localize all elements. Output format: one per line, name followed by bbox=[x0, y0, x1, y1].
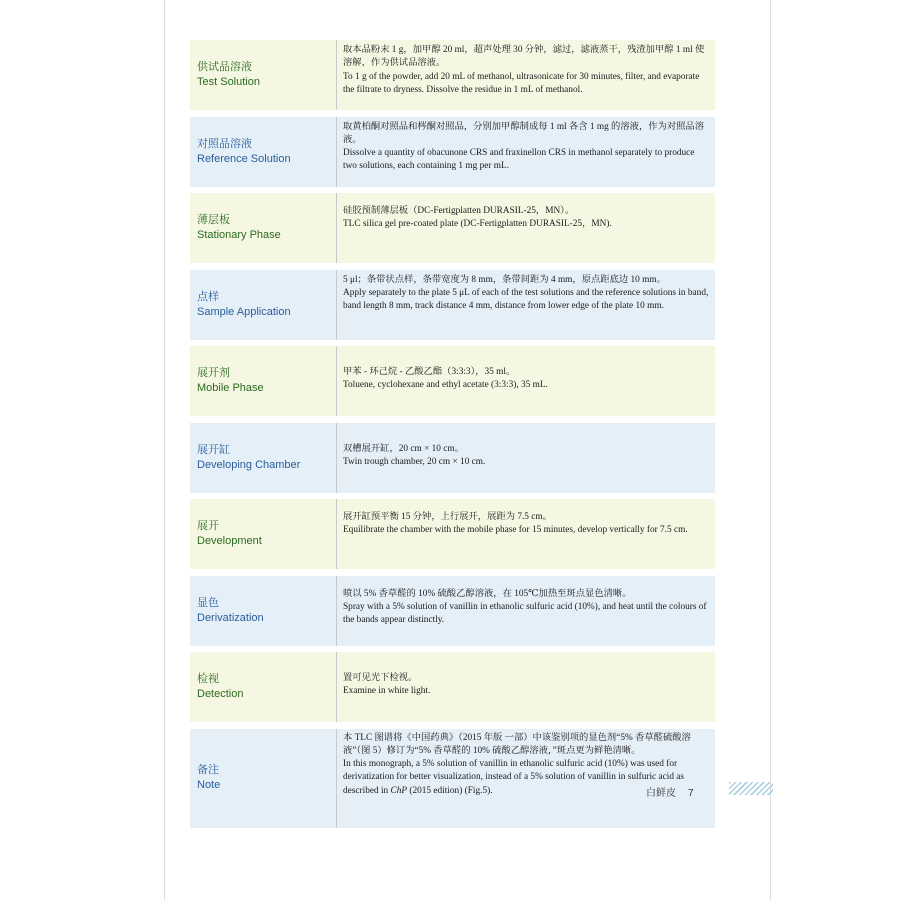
content-cell bbox=[337, 652, 715, 722]
content-cell bbox=[337, 729, 715, 828]
row-note bbox=[190, 729, 715, 828]
content-zh: 5 μl；条带状点样，条带宽度为 8 mm，条带间距为 4 mm，原点距底边 10 mm。 bbox=[343, 274, 666, 285]
page-edge-right bbox=[770, 0, 771, 900]
content-cell bbox=[337, 346, 715, 416]
content-zh: 本 TLC 图谱将《中国药典》（2015 年版 一部）中该鉴别项的显色剂“5% 香草醛硫酸溶液”（图 5）修订为“5% 香草醛的 10% 硫酸乙醇溶液，”斑点更为鲜艳清晰。 bbox=[343, 732, 691, 756]
note-text-italic: ChP bbox=[390, 785, 408, 796]
content-zh: 取本品粉末 1 g，加甲醇 20 ml，超声处理 30 分钟，滤过，滤液蒸干，残渣加甲醇 1 ml 使溶解，作为供试品溶液。 bbox=[343, 45, 705, 69]
content-zh: 取黄柏酮对照品和梣酮对照品，分别加甲醇制成每 1 ml 各含 1 mg 的溶液，作为对照品溶液。 bbox=[343, 121, 705, 145]
label-zh: 展开缸 bbox=[197, 443, 230, 456]
content-en: Toluene, cyclohexane and ethyl acetate (3:3:3), 35 mL. bbox=[343, 380, 548, 391]
content-cell bbox=[337, 576, 715, 646]
label-cell bbox=[190, 729, 337, 828]
content-zh: 双槽展开缸，20 cm × 10 cm。 bbox=[343, 443, 464, 454]
label-zh: 供试品溶液 bbox=[197, 61, 252, 73]
label-zh: 检视 bbox=[197, 673, 219, 685]
label-cell bbox=[190, 499, 337, 569]
label-cell bbox=[190, 40, 337, 110]
row-developing-chamber bbox=[190, 423, 715, 493]
row-test-solution bbox=[190, 40, 715, 110]
label-cell bbox=[190, 193, 337, 263]
label-zh: 对照品溶液 bbox=[197, 137, 252, 150]
content-cell bbox=[337, 117, 715, 187]
content-cell bbox=[337, 270, 715, 340]
content-zh: 展开缸预平衡 15 分钟，上行展开，展距为 7.5 cm。 bbox=[343, 512, 552, 522]
label-zh: 点样 bbox=[197, 290, 219, 303]
row-sample-application bbox=[190, 270, 715, 340]
label-en: Stationary Phase bbox=[197, 229, 281, 241]
label-en: Developing Chamber bbox=[197, 458, 301, 471]
label-zh: 备注 bbox=[197, 764, 219, 776]
content-cell bbox=[337, 499, 715, 569]
content-en: Spray with a 5% solution of vanillin in ethanolic sulfuric acid (10%), and heat until the colours of the bands appear distinctly. bbox=[343, 601, 707, 626]
content-zh: 硅胶预制薄层板（DC-Fertigplatten DURASIL-25，MN）。 bbox=[343, 206, 575, 216]
label-cell bbox=[190, 346, 337, 416]
content-zh: 甲苯 - 环己烷 - 乙酸乙酯（3:3:3），35 ml。 bbox=[343, 367, 516, 377]
content-en: Equilibrate the chamber with the mobile phase for 15 minutes, develop vertically for 7.5 cm. bbox=[343, 525, 688, 536]
label-en: Note bbox=[197, 779, 221, 791]
footer-title: 白鲜皮 bbox=[646, 788, 676, 799]
label-cell bbox=[190, 117, 337, 187]
label-cell bbox=[190, 652, 337, 722]
label-cell bbox=[190, 576, 337, 646]
row-derivatization bbox=[190, 576, 715, 646]
content-en: Twin trough chamber, 20 cm × 10 cm. bbox=[343, 456, 486, 467]
tlc-conditions-table bbox=[190, 40, 715, 834]
label-zh: 展开剂 bbox=[197, 367, 230, 379]
label-en: Detection bbox=[197, 688, 244, 700]
content-zh: 置可见光下检视。 bbox=[343, 673, 418, 683]
label-en: Sample Application bbox=[197, 305, 291, 318]
content-en: To 1 g of the powder, add 20 mL of methanol, ultrasonicate for 30 minutes, filter, and evaporate the filtrate to dryness. Dissolve the residue in 1 mL of methanol. bbox=[343, 71, 700, 95]
label-zh: 展开 bbox=[197, 520, 219, 532]
content-en: Apply separately to the plate 5 μL of each of the test solutions and the reference solutions in band, band length 8 mm, track distance 4 mm, distance from lower edge of the plate 10 mm. bbox=[343, 287, 709, 312]
page-edge-left bbox=[164, 0, 165, 900]
label-en: Test Solution bbox=[197, 76, 260, 88]
row-reference-solution bbox=[190, 117, 715, 187]
content-en: TLC silica gel pre-coated plate (DC-Fertigplatten DURASIL-25，MN). bbox=[343, 219, 612, 230]
label-zh: 显色 bbox=[197, 596, 219, 609]
label-en: Derivatization bbox=[197, 611, 264, 624]
content-en: Examine in white light. bbox=[343, 686, 431, 697]
page-footer bbox=[646, 784, 694, 799]
label-zh: 薄层板 bbox=[197, 214, 230, 226]
label-en: Development bbox=[197, 535, 262, 547]
note-text-before: In this monograph, a 5% solution of vanillin in ethanolic sulfuric acid (10%) was used for derivatization for better visualization, instead of a 5% solution of vanillin in sulfuric acid as described in bbox=[343, 759, 685, 796]
label-cell bbox=[190, 423, 337, 493]
label-cell bbox=[190, 270, 337, 340]
content-cell bbox=[337, 193, 715, 263]
content-en: Dissolve a quantity of obacunone CRS and fraxinellon CRS in methanol separately to produce two solutions, each containing 1 mg per mL. bbox=[343, 148, 695, 172]
row-stationary-phase bbox=[190, 193, 715, 263]
note-text-after: (2015 edition) (Fig.5). bbox=[407, 785, 493, 796]
page-number: 7 bbox=[688, 788, 694, 799]
label-en: Reference Solution bbox=[197, 152, 291, 165]
label-en: Mobile Phase bbox=[197, 382, 264, 394]
row-mobile-phase bbox=[190, 346, 715, 416]
row-development bbox=[190, 499, 715, 569]
footer-stripe-decoration bbox=[729, 782, 773, 795]
content-cell bbox=[337, 40, 715, 110]
content-cell bbox=[337, 423, 715, 493]
content-zh: 喷以 5% 香草醛的 10% 硫酸乙醇溶液，在 105℃加热至斑点显色清晰。 bbox=[343, 588, 632, 599]
row-detection bbox=[190, 652, 715, 722]
